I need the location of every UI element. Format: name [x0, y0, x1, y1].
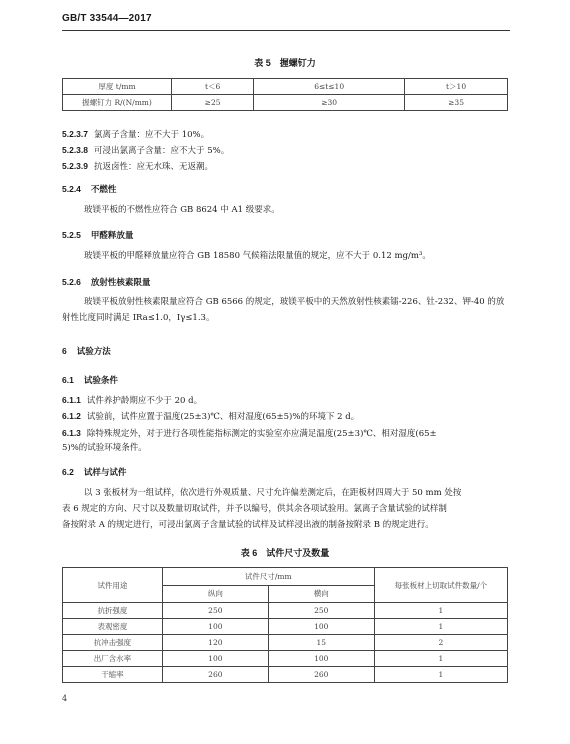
table-cell: 260 — [162, 667, 268, 683]
section-5-2-5-text: 玻镁平板的甲醛释放量应符合 GB 18580 气候箱法限量值的规定，应不大于 0.12 mg/m³。 — [84, 251, 431, 261]
table-cell: 干缩率 — [63, 667, 163, 683]
clause-number: 6.1.1 — [62, 395, 81, 405]
section-6-2-line2: 表 6 规定的方向、尺寸以及数量切取试件，并予以编号，供其余各项试验用。氯离子含量试验的试样制 — [62, 504, 447, 514]
table-row — [63, 95, 508, 111]
table-cell: 120 — [162, 635, 268, 651]
clause-5-2-3-9 — [62, 160, 213, 172]
clause-6-1-3-continued: 5)%的试验环境条件。 — [62, 443, 147, 453]
section-number: 6.2 — [62, 467, 74, 477]
table-cell: 1 — [374, 667, 507, 683]
table-cell: 250 — [268, 603, 374, 619]
table-cell: 250 — [162, 603, 268, 619]
section-title: 试样与试件 — [83, 467, 127, 477]
section-title: 放射性核素限量 — [90, 277, 151, 287]
section-number: 5.2.6 — [62, 277, 81, 287]
table-row — [63, 79, 508, 95]
header-rule — [62, 30, 510, 31]
table-row — [63, 667, 508, 683]
section-number: 5.2.5 — [62, 230, 81, 240]
section-title: 不燃性 — [90, 184, 117, 194]
clause-text: 氯离子含量：应不大于 10%。 — [94, 130, 210, 140]
table-cell: 1 — [374, 603, 507, 619]
section-6-2-heading — [62, 466, 126, 478]
table-cell: ≥35 — [405, 95, 508, 111]
table6 — [62, 567, 508, 683]
table-header-row — [63, 568, 508, 586]
table-cell: 100 — [268, 619, 374, 635]
table6-title: 表 6 试件尺寸及数量 — [240, 548, 330, 558]
table-cell: 抗折强度 — [63, 603, 163, 619]
clause-6-1-2 — [62, 410, 359, 422]
table-cell: 100 — [162, 619, 268, 635]
table-cell: 2 — [374, 635, 507, 651]
section-5-2-4-text: 玻镁平板的不燃性应符合 GB 8624 中 A1 级要求。 — [84, 205, 280, 215]
table-cell: 握螺钉力 R/(N/mm) — [63, 95, 172, 111]
clause-5-2-3-7 — [62, 128, 209, 140]
table-cell: 100 — [162, 651, 268, 667]
table-cell: 6≤t≤10 — [254, 79, 405, 95]
table-cell: 出厂含水率 — [63, 651, 163, 667]
table-header-cell: 试件尺寸/mm — [162, 568, 374, 586]
clause-text: 除特殊规定外，对于进行各项性能指标测定的实验室亦应满足温度(25±3)℃、相对湿度(65± — [86, 429, 437, 439]
clause-text: 试件养护龄期应不少于 20 d。 — [86, 396, 203, 406]
table-cell: ≥25 — [172, 95, 254, 111]
table-cell: 1 — [374, 619, 507, 635]
table-cell: t＜6 — [172, 79, 254, 95]
clause-number: 5.2.3.7 — [62, 129, 88, 139]
table-row — [63, 619, 508, 635]
clause-6-1-1 — [62, 394, 202, 406]
section-6-heading — [62, 345, 111, 357]
table-header-cell: 每张板材上切取试件数量/个 — [374, 568, 507, 603]
standard-code: GB/T 33544—2017 — [62, 13, 152, 24]
table-header-cell: 试件用途 — [63, 568, 163, 603]
clause-number: 5.2.3.8 — [62, 145, 88, 155]
clause-text: 可浸出氯离子含量：应不大于 5%。 — [94, 146, 230, 156]
section-5-2-6-heading — [62, 276, 150, 288]
table-cell: t＞10 — [405, 79, 508, 95]
section-6-2-line3: 备按附录 A 的规定进行，可浸出氯离子含量试验的试样及试样浸出液的制备按附录 B 的规定进行。 — [62, 520, 434, 530]
clause-number: 6.1.3 — [62, 428, 81, 438]
section-6-2-line1: 以 3 张板材为一组试样，依次进行外观质量、尺寸允许偏差测定后，在距板材四周大于 50 mm 处按 — [84, 488, 462, 498]
clause-5-2-3-8 — [62, 144, 229, 156]
table-row — [63, 635, 508, 651]
table-header-cell: 横向 — [268, 585, 374, 603]
clause-number: 6.1.2 — [62, 411, 81, 421]
table5 — [62, 78, 508, 111]
table-row — [63, 603, 508, 619]
clause-text: 试验前，试件应置于温度(25±3)℃、相对湿度(65±5)%的环境下 2 d。 — [86, 412, 360, 422]
section-number: 6.1 — [62, 375, 74, 385]
clause-6-1-3 — [62, 427, 437, 439]
table-header-cell: 纵向 — [162, 585, 268, 603]
section-5-2-5-heading — [62, 229, 133, 241]
table-cell: 表观密度 — [63, 619, 163, 635]
table-row — [63, 651, 508, 667]
section-title: 试验条件 — [83, 375, 118, 385]
section-title: 试验方法 — [76, 346, 111, 356]
table-cell: 厚度 t/mm — [63, 79, 172, 95]
section-title: 甲醛释放量 — [90, 230, 134, 240]
section-number: 5.2.4 — [62, 184, 81, 194]
section-5-2-4-heading — [62, 183, 116, 195]
table-cell: ≥30 — [254, 95, 405, 111]
table-cell: 100 — [268, 651, 374, 667]
table-cell: 1 — [374, 651, 507, 667]
table5-title: 表 5 握螺钉力 — [254, 58, 316, 68]
clause-number: 5.2.3.9 — [62, 161, 88, 171]
table-cell: 15 — [268, 635, 374, 651]
section-5-2-6-line1: 玻镁平板放射性核素限量应符合 GB 6566 的规定，玻镁平板中的天然放射性核素镭-226、钍-232、钾-40 的放 — [84, 297, 505, 307]
clause-text: 抗返卤性：应无水珠、无返潮。 — [94, 162, 214, 172]
section-5-2-6-line2: 射性比度同时满足 IRa≤1.0，Iγ≤1.3。 — [62, 313, 215, 323]
section-6-1-heading — [62, 374, 118, 386]
table-cell: 260 — [268, 667, 374, 683]
table-cell: 抗冲击强度 — [63, 635, 163, 651]
page-number: 4 — [62, 694, 68, 703]
section-number: 6 — [62, 346, 67, 356]
